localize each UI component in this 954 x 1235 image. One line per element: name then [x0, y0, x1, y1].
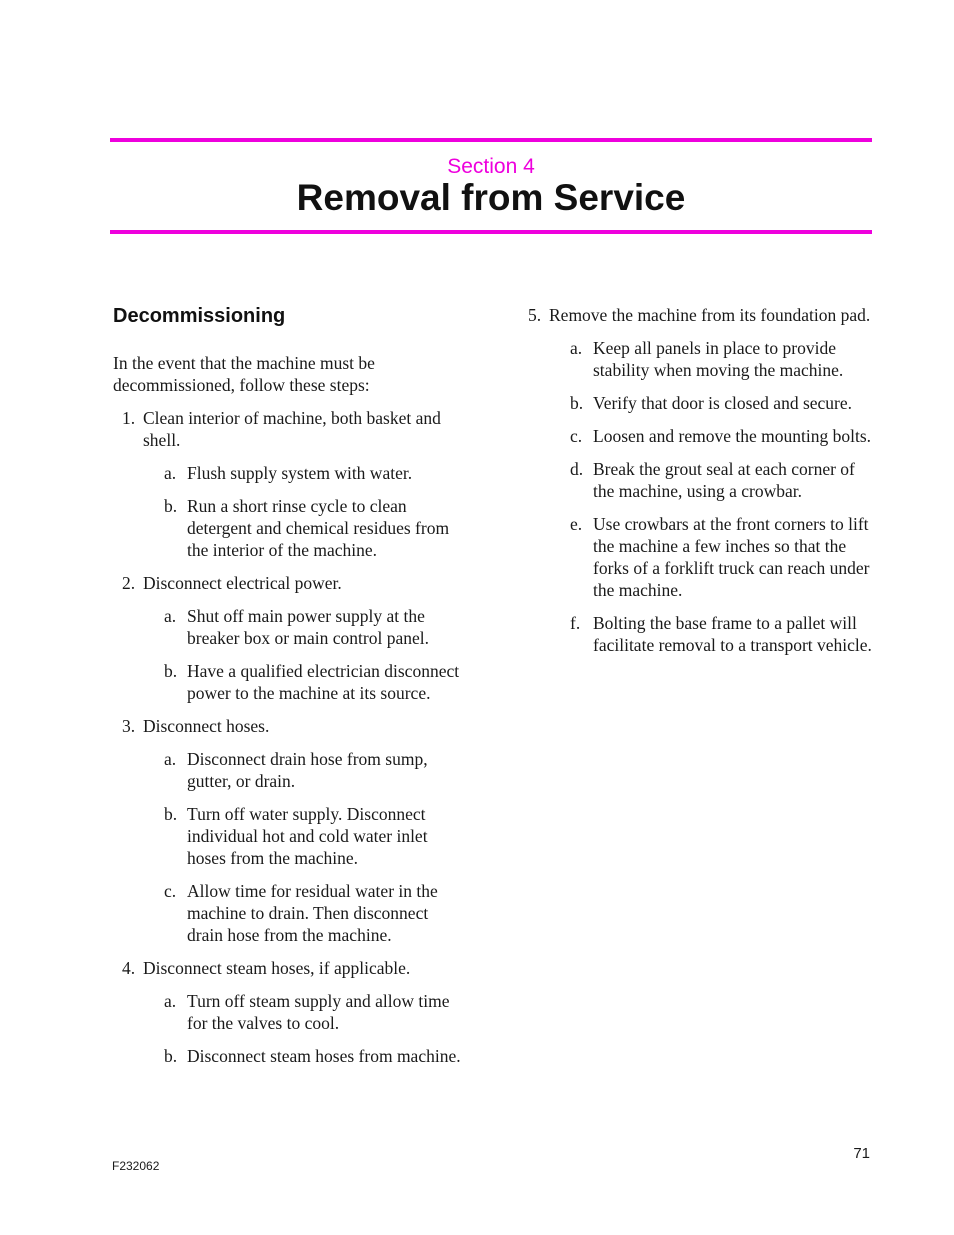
section-title: Removal from Service	[296, 177, 686, 218]
substep-letter: c.	[570, 426, 583, 446]
substep-text: Turn off water supply. Disconnect individual hot and cold water inlet hoses from the machine.	[187, 804, 428, 868]
substep-2b	[143, 660, 467, 704]
step-text: Disconnect electrical power.	[143, 573, 342, 593]
substep-letter: b.	[164, 1046, 178, 1066]
substep-letter: a.	[164, 991, 177, 1011]
substep-5f	[549, 612, 878, 656]
decommissioning-heading: Decommissioning	[113, 305, 286, 327]
substep-3b	[143, 803, 467, 869]
substep-text: Disconnect steam hoses from machine.	[187, 1046, 461, 1066]
step-number: 1.	[122, 408, 136, 428]
substep-text: Loosen and remove the mounting bolts.	[593, 426, 872, 446]
substep-text: Allow time for residual water in the machine to drain. Then disconnect drain hose from the machine.	[187, 881, 438, 945]
substep-letter: c.	[164, 881, 177, 901]
substeps-list	[143, 605, 467, 704]
steps-list-continued	[528, 304, 878, 656]
substep-5a	[549, 337, 878, 381]
document-id: F232062	[112, 1159, 160, 1173]
substep-letter: a.	[164, 606, 177, 626]
substep-letter: b.	[164, 496, 178, 516]
intro-paragraph: In the event that the machine must be decommissioned, follow these steps:	[113, 353, 375, 395]
substep-letter: b.	[164, 804, 178, 824]
substep-5e	[549, 513, 878, 601]
substeps-list	[143, 748, 467, 946]
substep-text: Run a short rinse cycle to clean detergent and chemical residues from the interior of the machine.	[187, 496, 450, 560]
step-number: 2.	[122, 573, 136, 593]
substep-text: Shut off main power supply at the breaker box or main control panel.	[187, 606, 429, 648]
substep-text: Have a qualified electrician disconnect power to the machine at its source.	[187, 661, 460, 703]
substep-text: Turn off steam supply and allow time for the valves to cool.	[187, 991, 450, 1033]
substep-text: Verify that door is closed and secure.	[593, 393, 853, 413]
substep-3c	[143, 880, 467, 946]
step-4	[122, 957, 467, 1067]
page-number: 71	[853, 1145, 870, 1162]
header-bottom-rule	[110, 230, 872, 234]
substep-letter: a.	[164, 749, 177, 769]
substep-5d	[549, 458, 878, 502]
substep-text: Use crowbars at the front corners to lift the machine a few inches so that the forks of a forklift truck can reach under the machine.	[593, 514, 870, 600]
step-text: Disconnect steam hoses, if applicable.	[143, 958, 411, 978]
substep-letter: b.	[570, 393, 584, 413]
substep-4b	[143, 1045, 467, 1067]
substep-text: Disconnect drain hose from sump, gutter, or drain.	[187, 749, 428, 791]
steps-column-left	[122, 407, 467, 1078]
substep-letter: d.	[570, 459, 584, 479]
substep-4a	[143, 990, 467, 1034]
step-text: Clean interior of machine, both basket and shell.	[143, 408, 441, 450]
substep-letter: a.	[570, 338, 583, 358]
header-top-rule	[110, 138, 872, 142]
substep-letter: e.	[570, 514, 583, 534]
substep-3a	[143, 748, 467, 792]
substep-text: Keep all panels in place to provide stability when moving the machine.	[593, 338, 844, 380]
step-5	[528, 304, 878, 656]
substep-letter: a.	[164, 463, 177, 483]
substep-text: Flush supply system with water.	[187, 463, 413, 483]
step-1	[122, 407, 467, 561]
steps-column-right	[528, 304, 878, 667]
substeps-list	[143, 462, 467, 561]
substep-letter: b.	[164, 661, 178, 681]
step-text: Remove the machine from its foundation pad.	[549, 305, 871, 325]
step-2	[122, 572, 467, 704]
substep-2a	[143, 605, 467, 649]
substep-1b	[143, 495, 467, 561]
substeps-list	[143, 990, 467, 1067]
substep-5b	[549, 392, 878, 414]
substep-letter: f.	[570, 613, 581, 633]
section-label: Section 4	[447, 155, 535, 178]
steps-list	[122, 407, 467, 1067]
step-number: 4.	[122, 958, 136, 978]
step-3	[122, 715, 467, 946]
step-text: Disconnect hoses.	[143, 716, 270, 736]
step-number: 3.	[122, 716, 136, 736]
substep-1a	[143, 462, 467, 484]
substep-text: Break the grout seal at each corner of the machine, using a crowbar.	[593, 459, 855, 501]
step-number: 5.	[528, 305, 542, 325]
substep-text: Bolting the base frame to a pallet will facilitate removal to a transport vehicle.	[593, 613, 872, 655]
substeps-list	[549, 337, 878, 656]
substep-5c	[549, 425, 878, 447]
